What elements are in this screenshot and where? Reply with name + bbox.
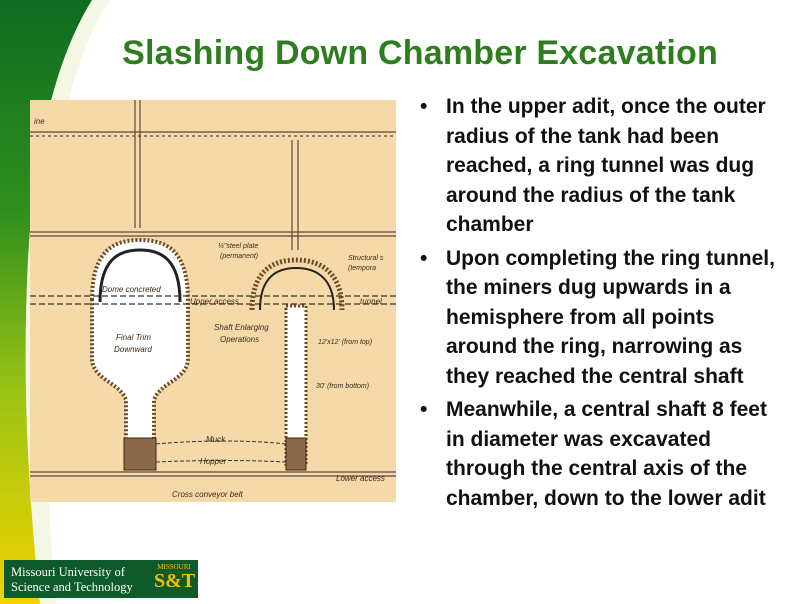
label-structural: Structural s (348, 255, 384, 262)
label-operations: Operations (220, 335, 260, 344)
bullet-list (418, 92, 790, 517)
label-from-top: 12'x12' (from top) (318, 339, 373, 346)
slide-title: Slashing Down Chamber Excavation (122, 34, 718, 72)
label-downward: Downward (114, 345, 152, 354)
bullet-text: In the upper adit, once the outer radius of the tank had been reached, a ring tunnel was dug around the radius of the tank chamber (446, 95, 766, 236)
logo-mark-main: S&T (154, 570, 196, 592)
logo-line-2: Science and Technology (11, 580, 133, 594)
label-lower-access: Lower access (336, 474, 385, 483)
logo-mark (154, 563, 194, 595)
logo-line-1: Missouri University of (11, 565, 125, 579)
label-cross-conveyor: Cross conveyor belt (172, 490, 243, 499)
label-dome-concreted: Dome concreted (102, 285, 161, 294)
label-muck: Muck (206, 435, 226, 444)
label-permanent: (permanent) (220, 253, 259, 260)
bullet-item (418, 395, 790, 513)
university-logo (4, 560, 198, 598)
label-shaft-enlarging: Shaft Enlarging (214, 323, 269, 332)
label-ine: ine (34, 117, 45, 126)
bullet-text: Upon completing the ring tunnel, the miners dug upwards in a hemisphere from all points around the ring, narrowing as they reached the central shaft (446, 246, 775, 388)
label-final-trim: Final Trim (116, 333, 151, 342)
label-steel-plate: ¼"steel plate (218, 243, 259, 250)
label-upper-access: Upper access (190, 297, 239, 306)
label-tunnel: tunnel (360, 297, 382, 306)
label-from-bottom: 30' (from bottom) (316, 383, 370, 390)
chamber-excavation-diagram (30, 100, 396, 502)
label-temporary: (tempora (348, 265, 377, 272)
bullet-item (418, 92, 790, 240)
bullet-dot: • (420, 246, 428, 270)
logo-mark-top: MISSOURI (157, 563, 191, 571)
label-hopper: Hopper (200, 457, 227, 466)
bullet-text: Meanwhile, a central shaft 8 feet in diameter was excavated through the central axis of the chamber, down to the lower adit (446, 398, 767, 510)
bullet-item (418, 244, 790, 392)
bullet-dot: • (420, 95, 428, 118)
bullet-dot: • (420, 398, 428, 421)
